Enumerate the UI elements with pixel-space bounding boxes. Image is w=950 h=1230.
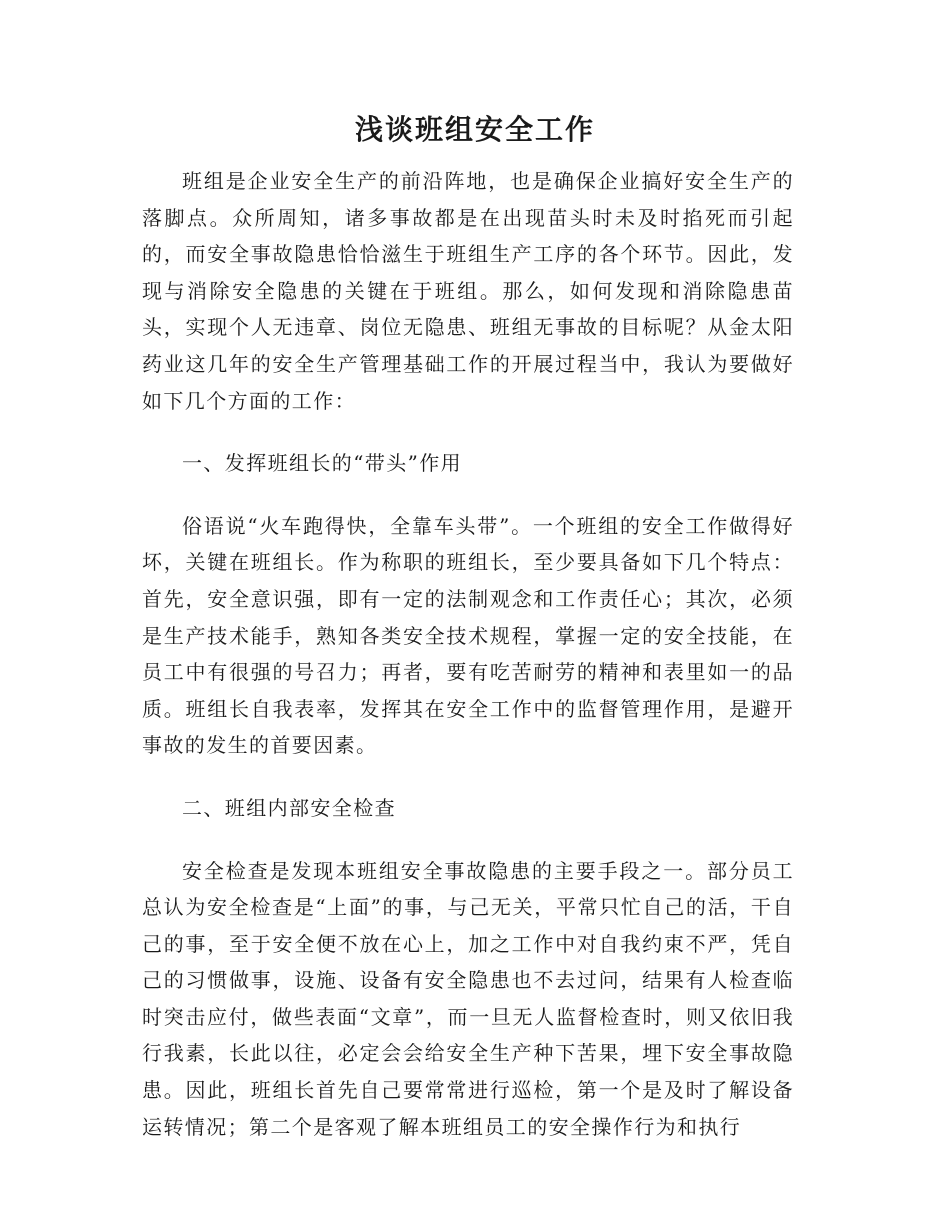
document-title: 浅谈班组安全工作	[354, 113, 595, 146]
paragraph-gap	[142, 827, 794, 853]
section-2-heading: 二、班组内部安全检查	[182, 795, 396, 820]
intro-paragraph: 班组是企业安全生产的前沿阵地，也是确保企业搞好安全生产的落脚点。众所周知，诸多事故都是在出现苗头时未及时掐死而引起的，而安全事故隐患恰恰滋生于班组生产工序的各个环节。因此，发现与消除安全隐患的关键在于班组。那么，如何发现和消除隐患苗头，实现个人无违章、岗位无隐患、班组无事故的目标呢？从金太阳药业这几年的安全生产管理基础工作的开展过程当中，我认为要做好如下几个方面的工作：	[142, 169, 794, 413]
paragraph-gap	[142, 482, 794, 508]
document-body	[142, 163, 794, 1145]
paragraph-gap	[142, 764, 794, 790]
section-1-paragraph: 俗语说“火车跑得快，全靠车头带”。一个班组的安全工作做得好坏，关键在班组长。作为称职的班组长，至少要具备如下几个特点：首先，安全意识强，即有一定的法制观念和工作责任心；其次，必须是生产技术能手，熟知各类安全技术规程，掌握一定的安全技能，在员工中有很强的号召力；再者，要有吃苦耐劳的精神和表里如一的品质。班组长自我表率，发挥其在安全工作中的监督管理作用，是避开事故的发生的首要因素。	[142, 513, 794, 758]
section-2-paragraph: 安全检查是发现本班组安全事故隐患的主要手段之一。部分员工总认为安全检查是“上面”的事，与己无关，平常只忙自己的活，干自己的事，至于安全便不放在心上，加之工作中对自我约束不严，凭自己的习惯做事，设施、设备有安全隐患也不去过问，结果有人检查临时突击应付，做些表面“文章”，而一旦无人监督检查时，则又依旧我行我素，长此以往，必定会会给安全生产种下苦果，埋下安全事故隐患。因此，班组长首先自己要常常进行巡检，第一个是及时了解设备运转情况；第二个是客观了解本班组员工的安全操作行为和执行	[142, 858, 794, 1139]
paragraph-gap	[142, 419, 794, 445]
section-1-heading: 一、发挥班组长的“带头”作用	[182, 451, 463, 476]
